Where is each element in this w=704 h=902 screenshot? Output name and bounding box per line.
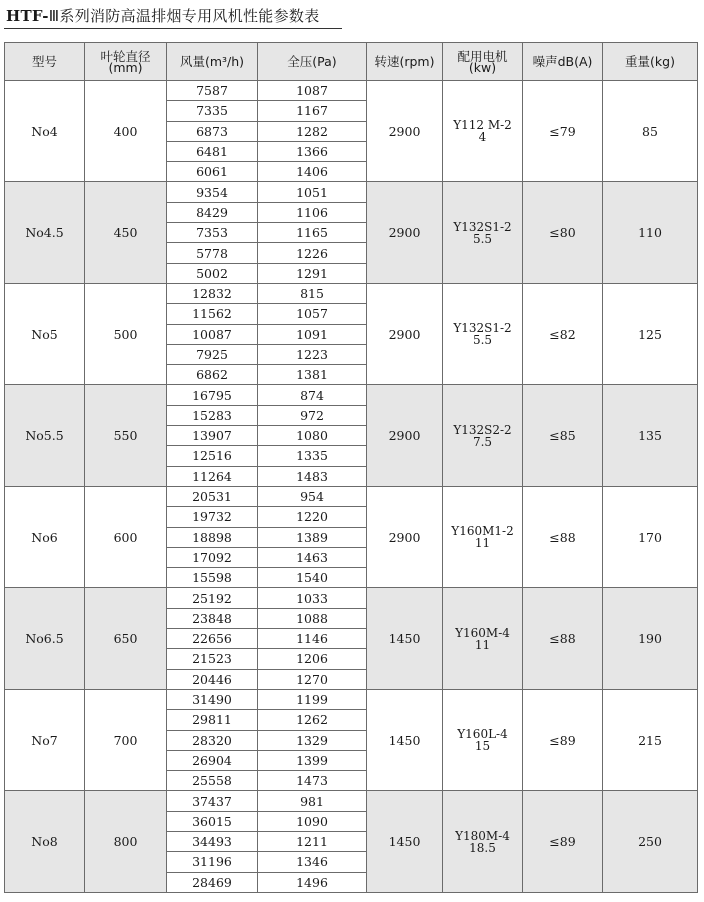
table-row <box>5 486 698 506</box>
total-pressure-cell: 1199 <box>258 689 367 709</box>
header-airflow: 风量(m³/h) <box>167 43 258 81</box>
total-pressure-cell: 1389 <box>258 527 367 547</box>
airflow-cell: 10087 <box>167 324 258 344</box>
total-pressure-cell: 1282 <box>258 121 367 141</box>
motor-power: 5.5 <box>472 231 493 246</box>
airflow-cell: 7353 <box>167 223 258 243</box>
total-pressure-cell: 1399 <box>258 750 367 770</box>
impeller-diameter-cell: 550 <box>85 385 167 486</box>
header-weight: 重量(kg) <box>603 43 698 81</box>
airflow-cell: 20446 <box>167 669 258 689</box>
motor-cell <box>443 182 523 283</box>
speed-cell: 2900 <box>367 283 443 384</box>
noise-cell: ≤88 <box>523 588 603 689</box>
airflow-cell: 25558 <box>167 771 258 791</box>
airflow-cell: 20531 <box>167 486 258 506</box>
title-series-code: HTF- <box>6 7 49 25</box>
airflow-cell: 7587 <box>167 81 258 101</box>
total-pressure-cell: 1220 <box>258 507 367 527</box>
airflow-cell: 29811 <box>167 710 258 730</box>
airflow-cell: 37437 <box>167 791 258 811</box>
motor-power: 7.5 <box>472 434 493 449</box>
impeller-diameter-cell: 400 <box>85 81 167 182</box>
header-noise: 噪声dB(A) <box>523 43 603 81</box>
total-pressure-cell: 1223 <box>258 344 367 364</box>
total-pressure-cell: 1057 <box>258 304 367 324</box>
table-row <box>5 689 698 709</box>
total-pressure-cell: 1473 <box>258 771 367 791</box>
page-title <box>6 5 320 26</box>
total-pressure-cell: 1167 <box>258 101 367 121</box>
table-row <box>5 791 698 811</box>
weight-cell: 170 <box>603 486 698 587</box>
table-row <box>5 385 698 405</box>
model-cell: No7 <box>5 689 85 790</box>
motor-model: Y112 M-2 <box>453 118 512 133</box>
motor-power: 11 <box>474 536 491 551</box>
total-pressure-cell: 1088 <box>258 608 367 628</box>
table-row <box>5 182 698 202</box>
total-pressure-cell: 1206 <box>258 649 367 669</box>
total-pressure-cell: 954 <box>258 486 367 506</box>
airflow-cell: 26904 <box>167 750 258 770</box>
impeller-diameter-cell: 800 <box>85 791 167 892</box>
header-motor: 配用电机 (kw) <box>443 43 523 81</box>
model-cell: No5.5 <box>5 385 85 486</box>
airflow-cell: 11264 <box>167 466 258 486</box>
model-cell: No4 <box>5 81 85 182</box>
motor-cell <box>443 689 523 790</box>
table-row <box>5 283 698 303</box>
motor-cell <box>443 486 523 587</box>
total-pressure-cell: 1090 <box>258 811 367 831</box>
total-pressure-cell: 1291 <box>258 263 367 283</box>
total-pressure-cell: 1226 <box>258 243 367 263</box>
airflow-cell: 16795 <box>167 385 258 405</box>
airflow-cell: 15283 <box>167 405 258 425</box>
airflow-cell: 6481 <box>167 141 258 161</box>
airflow-cell: 6873 <box>167 121 258 141</box>
airflow-cell: 18898 <box>167 527 258 547</box>
noise-cell: ≤88 <box>523 486 603 587</box>
airflow-cell: 13907 <box>167 426 258 446</box>
table-body <box>5 81 698 893</box>
motor-model: Y180M-4 <box>455 828 510 843</box>
airflow-cell: 5778 <box>167 243 258 263</box>
noise-cell: ≤80 <box>523 182 603 283</box>
airflow-cell: 28469 <box>167 872 258 892</box>
fan-performance-table <box>4 42 698 893</box>
airflow-cell: 23848 <box>167 608 258 628</box>
header-impeller-diameter: 叶轮直径 (mm) <box>85 43 167 81</box>
impeller-diameter-cell: 450 <box>85 182 167 283</box>
total-pressure-cell: 1087 <box>258 81 367 101</box>
airflow-cell: 9354 <box>167 182 258 202</box>
total-pressure-cell: 1033 <box>258 588 367 608</box>
total-pressure-cell: 1146 <box>258 629 367 649</box>
model-cell: No5 <box>5 283 85 384</box>
total-pressure-cell: 981 <box>258 791 367 811</box>
total-pressure-cell: 1329 <box>258 730 367 750</box>
motor-model: Y160M-4 <box>455 625 510 640</box>
airflow-cell: 12516 <box>167 446 258 466</box>
airflow-cell: 31490 <box>167 689 258 709</box>
total-pressure-cell: 1463 <box>258 547 367 567</box>
header-total-pressure: 全压(Pa) <box>258 43 367 81</box>
airflow-cell: 36015 <box>167 811 258 831</box>
model-cell: No6.5 <box>5 588 85 689</box>
impeller-diameter-cell: 650 <box>85 588 167 689</box>
airflow-cell: 11562 <box>167 304 258 324</box>
noise-cell: ≤89 <box>523 689 603 790</box>
noise-cell: ≤79 <box>523 81 603 182</box>
total-pressure-cell: 1091 <box>258 324 367 344</box>
motor-cell <box>443 385 523 486</box>
weight-cell: 250 <box>603 791 698 892</box>
airflow-cell: 17092 <box>167 547 258 567</box>
impeller-diameter-cell: 600 <box>85 486 167 587</box>
speed-cell: 1450 <box>367 791 443 892</box>
total-pressure-cell: 1381 <box>258 365 367 385</box>
table-row <box>5 81 698 101</box>
airflow-cell: 8429 <box>167 202 258 222</box>
airflow-cell: 19732 <box>167 507 258 527</box>
table-row <box>5 588 698 608</box>
motor-power: 18.5 <box>469 840 496 855</box>
airflow-cell: 7335 <box>167 101 258 121</box>
motor-cell <box>443 81 523 182</box>
model-cell: No6 <box>5 486 85 587</box>
total-pressure-cell: 1051 <box>258 182 367 202</box>
total-pressure-cell: 1262 <box>258 710 367 730</box>
total-pressure-cell: 1211 <box>258 831 367 851</box>
airflow-cell: 6061 <box>167 162 258 182</box>
motor-power: 5.5 <box>472 333 493 348</box>
table-header-row <box>5 43 698 81</box>
header-model: 型号 <box>5 43 85 81</box>
title-text: Ⅲ系列消防高温排烟专用风机性能参数表 <box>48 7 320 25</box>
noise-cell: ≤85 <box>523 385 603 486</box>
motor-model: Y160L-4 <box>457 727 508 742</box>
noise-cell: ≤89 <box>523 791 603 892</box>
motor-power: 4 <box>478 130 487 145</box>
total-pressure-cell: 874 <box>258 385 367 405</box>
motor-model: Y132S1-2 <box>453 321 512 336</box>
speed-cell: 1450 <box>367 689 443 790</box>
total-pressure-cell: 815 <box>258 283 367 303</box>
speed-cell: 2900 <box>367 182 443 283</box>
model-cell: No8 <box>5 791 85 892</box>
airflow-cell: 6862 <box>167 365 258 385</box>
noise-cell: ≤82 <box>523 283 603 384</box>
speed-cell: 1450 <box>367 588 443 689</box>
total-pressure-cell: 1496 <box>258 872 367 892</box>
motor-power: 11 <box>474 637 491 652</box>
airflow-cell: 12832 <box>167 283 258 303</box>
motor-model: Y132S1-2 <box>453 219 512 234</box>
weight-cell: 135 <box>603 385 698 486</box>
total-pressure-cell: 1366 <box>258 141 367 161</box>
airflow-cell: 15598 <box>167 568 258 588</box>
airflow-cell: 25192 <box>167 588 258 608</box>
motor-model: Y160M1-2 <box>451 524 514 539</box>
motor-cell <box>443 588 523 689</box>
airflow-cell: 31196 <box>167 852 258 872</box>
motor-model: Y132S2-2 <box>453 422 512 437</box>
speed-cell: 2900 <box>367 385 443 486</box>
total-pressure-cell: 1270 <box>258 669 367 689</box>
total-pressure-cell: 972 <box>258 405 367 425</box>
total-pressure-cell: 1406 <box>258 162 367 182</box>
impeller-diameter-cell: 700 <box>85 689 167 790</box>
motor-cell <box>443 283 523 384</box>
total-pressure-cell: 1165 <box>258 223 367 243</box>
weight-cell: 215 <box>603 689 698 790</box>
total-pressure-cell: 1540 <box>258 568 367 588</box>
airflow-cell: 22656 <box>167 629 258 649</box>
airflow-cell: 28320 <box>167 730 258 750</box>
total-pressure-cell: 1335 <box>258 446 367 466</box>
model-cell: No4.5 <box>5 182 85 283</box>
motor-cell <box>443 791 523 892</box>
total-pressure-cell: 1346 <box>258 852 367 872</box>
airflow-cell: 5002 <box>167 263 258 283</box>
weight-cell: 110 <box>603 182 698 283</box>
total-pressure-cell: 1483 <box>258 466 367 486</box>
airflow-cell: 7925 <box>167 344 258 364</box>
airflow-cell: 21523 <box>167 649 258 669</box>
weight-cell: 85 <box>603 81 698 182</box>
total-pressure-cell: 1080 <box>258 426 367 446</box>
speed-cell: 2900 <box>367 486 443 587</box>
title-underline <box>4 28 342 29</box>
weight-cell: 190 <box>603 588 698 689</box>
total-pressure-cell: 1106 <box>258 202 367 222</box>
motor-power: 15 <box>474 739 491 754</box>
header-speed: 转速(rpm) <box>367 43 443 81</box>
speed-cell: 2900 <box>367 81 443 182</box>
impeller-diameter-cell: 500 <box>85 283 167 384</box>
airflow-cell: 34493 <box>167 831 258 851</box>
weight-cell: 125 <box>603 283 698 384</box>
page-header <box>4 2 700 32</box>
